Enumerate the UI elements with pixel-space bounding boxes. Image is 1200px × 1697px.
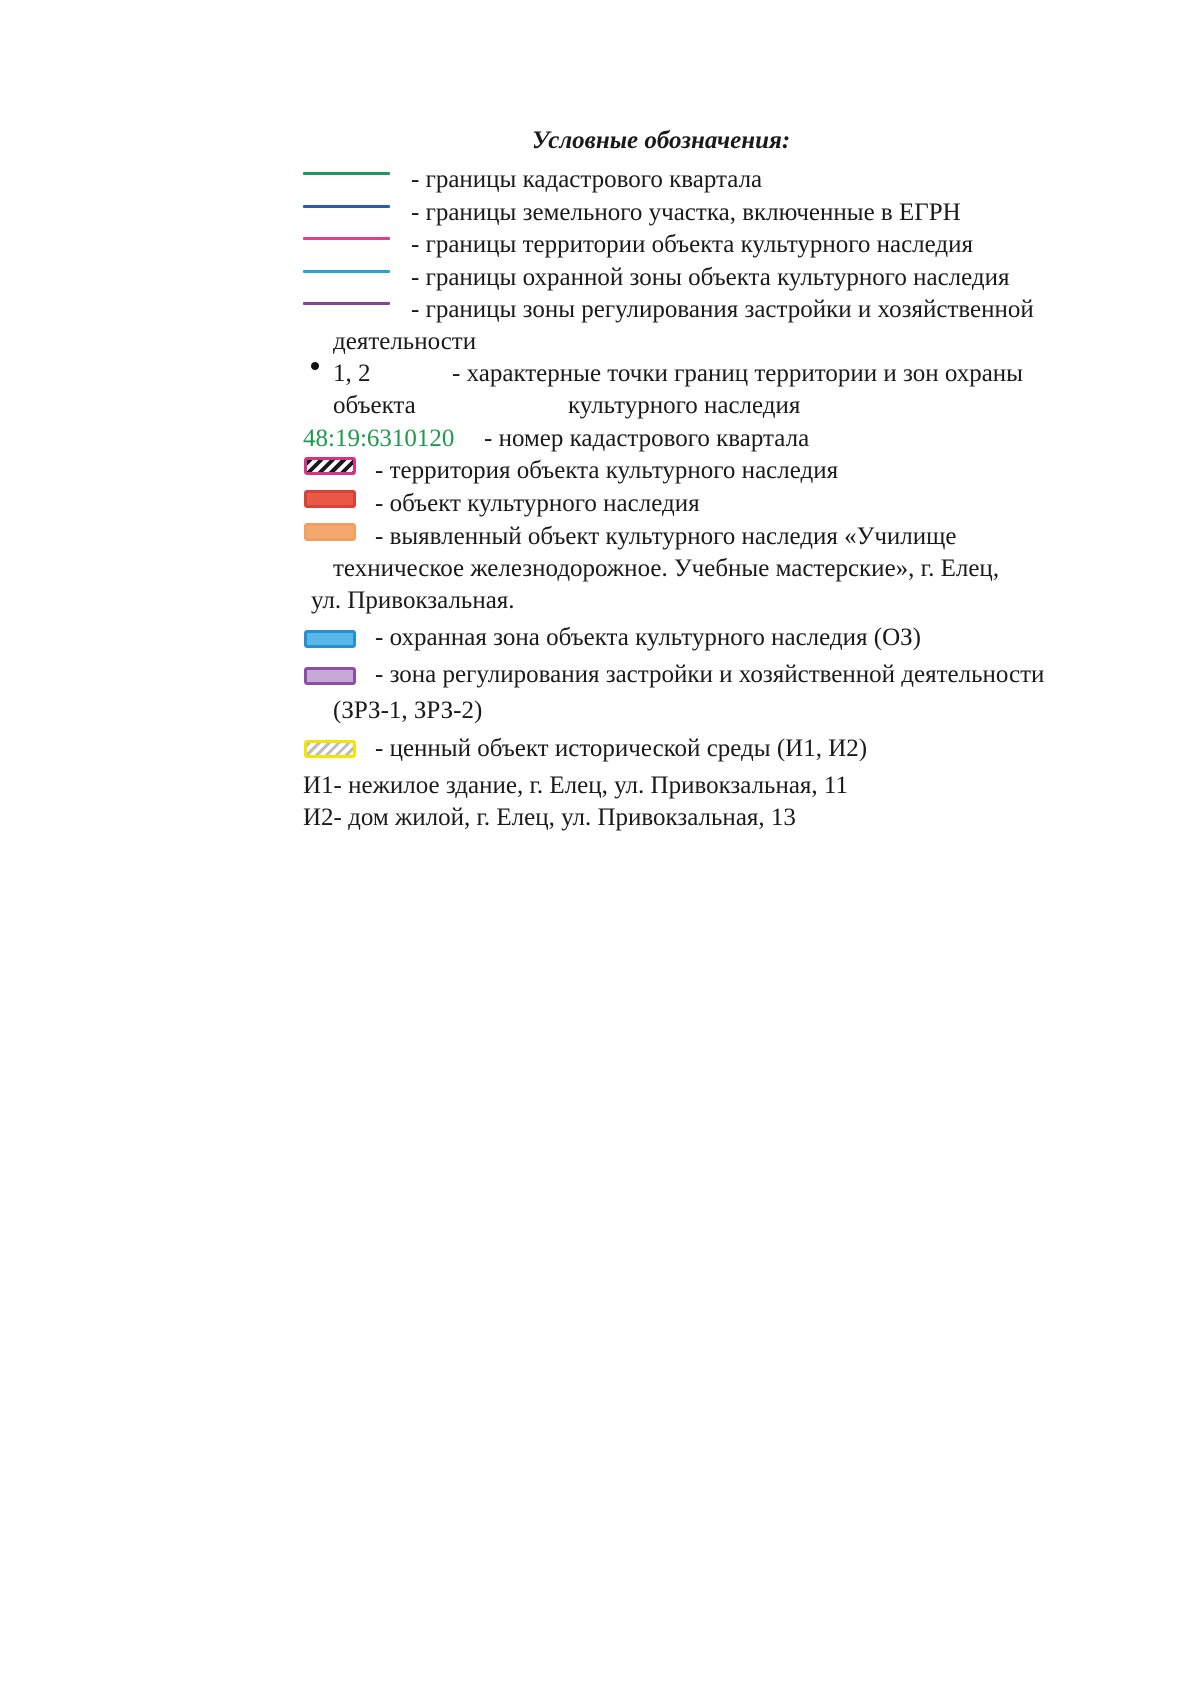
legend-item-label: - границы земельного участка, включенные в ЕГРН — [411, 199, 961, 226]
legend-item-label: - охранная зона объекта культурного наследия (ОЗ) — [375, 624, 921, 651]
protection-zone-fill-symbol — [304, 630, 356, 648]
note-line: И2- дом жилой, г. Елец, ул. Привокзальная, 13 — [303, 804, 796, 831]
legend-item-label: - зона регулирования застройки и хозяйственной деятельности — [375, 661, 1045, 688]
legend-item-label: - территория объекта культурного наследия — [375, 457, 839, 484]
land-plot-line-symbol — [303, 205, 390, 208]
regulation-zone-fill-symbol — [304, 667, 356, 685]
legend-item-label: - объект культурного наследия — [375, 490, 700, 517]
legend-item-label-continued: ул. Привокзальная. — [311, 587, 515, 614]
legend-item-label: - границы охранной зоны объекта культурного наследия — [411, 264, 1010, 291]
cadastral-quarter-line-symbol — [303, 172, 390, 175]
legend-item-label: - характерные точки границ территории и зон охраны — [452, 360, 1023, 387]
heritage-territory-hatch-symbol — [304, 457, 356, 475]
note-line: И1- нежилое здание, г. Елец, ул. Привокзальная, 11 — [303, 772, 849, 799]
heritage-object-fill-symbol — [304, 490, 356, 508]
legend-item-label: - границы зоны регулирования застройки и хозяйственной — [411, 296, 1034, 323]
legend-item-label-continued: культурного наследия — [568, 392, 801, 419]
cadastral-number-sample: 48:19:6310120 — [303, 425, 455, 452]
legend-item-label: - границы кадастрового квартала — [411, 166, 763, 193]
identified-object-fill-symbol — [304, 523, 356, 541]
heritage-territory-line-symbol — [303, 237, 390, 240]
legend-item-label: - границы территории объекта культурного наследия — [411, 231, 974, 258]
protection-zone-line-symbol — [303, 270, 390, 273]
legend-item-label-continued: объекта — [333, 392, 416, 419]
legend-item-label: - выявленный объект культурного наследия «Училище — [375, 523, 957, 550]
legend-item-label-continued: техническое железнодорожное. Учебные мастерские», г. Елец, — [333, 555, 1000, 582]
legend-item-label-continued: (ЗРЗ-1, ЗРЗ-2) — [333, 697, 483, 724]
legend-item-label: - ценный объект исторической среды (И1, И2) — [375, 735, 868, 762]
legend-item-label-continued: деятельности — [333, 328, 477, 355]
legend-item-label: - номер кадастрового квартала — [484, 425, 810, 452]
historic-environment-hatch-symbol — [304, 740, 356, 758]
regulation-zone-line-symbol — [303, 302, 390, 305]
point-symbol-icon — [311, 362, 319, 370]
point-numbers: 1, 2 — [333, 360, 371, 387]
legend-title: Условные обозначения: — [532, 127, 791, 154]
